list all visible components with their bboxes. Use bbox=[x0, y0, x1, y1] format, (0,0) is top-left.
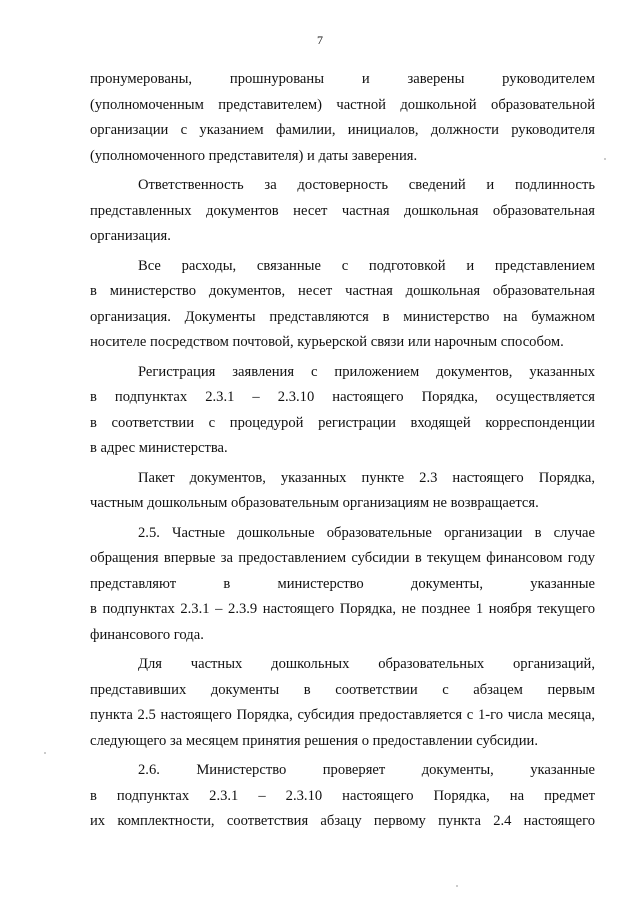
text-line: их комплектности, соответствия абзацу первому пункта 2.4 настоящего bbox=[90, 813, 595, 829]
text-line: финансового года. bbox=[90, 626, 204, 643]
text-line: Регистрация заявления с приложением документов, указанных bbox=[138, 363, 595, 380]
text-line: в адрес министерства. bbox=[90, 440, 228, 456]
text-line: Ответственность за достоверность сведений и подлинность bbox=[138, 177, 595, 193]
text-line: в подпунктах 2.3.1 – 2.3.10 настоящего Порядка, осуществляется bbox=[90, 389, 595, 405]
document-body bbox=[90, 67, 595, 835]
text-line: 2.6. Министерство проверяет документы, указанные bbox=[138, 762, 595, 778]
paragraph bbox=[90, 67, 595, 169]
paragraph bbox=[90, 173, 595, 250]
text-line: (уполномоченного представителя) и даты заверения. bbox=[90, 147, 418, 164]
text-line: в соответствии с процедурой регистрации входящей корреспонденции bbox=[90, 414, 595, 431]
text-line: 2.5. Частные дошкольные образовательные организации в случае bbox=[138, 524, 595, 541]
text-line: Пакет документов, указанных пункте 2.3 настоящего Порядка, bbox=[138, 469, 595, 486]
text-line: частным дошкольным образовательным организациям не возвращается. bbox=[90, 495, 539, 511]
scan-speck bbox=[44, 752, 46, 754]
page-number: 7 bbox=[317, 33, 323, 47]
text-line: организация. bbox=[90, 228, 171, 244]
text-line: обращения впервые за предоставлением субсидии в текущем финансовом году bbox=[90, 550, 595, 566]
text-line: следующего за месяцем принятия решения о предоставлении субсидии. bbox=[90, 732, 539, 749]
text-line: пронумерованы, прошнурованы и заверены руководителем bbox=[90, 71, 595, 87]
scan-speck bbox=[604, 158, 606, 160]
text-line: в подпунктах 2.3.1 – 2.3.9 настоящего Порядка, не позднее 1 ноября текущего bbox=[90, 601, 595, 617]
paragraph bbox=[90, 521, 595, 649]
paragraph bbox=[90, 466, 595, 517]
paragraph bbox=[90, 254, 595, 356]
text-line: в подпунктах 2.3.1 – 2.3.10 настоящего Порядка, на предмет bbox=[90, 787, 595, 804]
scan-speck bbox=[456, 885, 458, 887]
text-line: организации с указанием фамилии, инициалов, должности руководителя bbox=[90, 122, 595, 138]
paragraph bbox=[90, 652, 595, 754]
text-line: представленных документов несет частная дошкольная образовательная bbox=[90, 202, 595, 219]
text-line: Для частных дошкольных образовательных организаций, bbox=[138, 656, 595, 672]
paragraph bbox=[90, 758, 595, 835]
text-line: пункта 2.5 настоящего Порядка, субсидия предоставляется с 1-го числа месяца, bbox=[90, 707, 595, 723]
text-line: в министерство документов, несет частная дошкольная образовательная bbox=[90, 283, 595, 299]
text-line: организация. Документы представляются в министерство на бумажном bbox=[90, 308, 595, 325]
text-line: Все расходы, связанные с подготовкой и представлением bbox=[138, 257, 595, 274]
text-line: представляют в министерство документы, указанные bbox=[90, 575, 595, 592]
text-line: носителе посредством почтовой, курьерской связи или нарочным способом. bbox=[90, 334, 564, 350]
text-line: представивших документы в соответствии с абзацем первым bbox=[90, 681, 595, 698]
paragraph bbox=[90, 360, 595, 462]
text-line: (уполномоченным представителем) частной дошкольной образовательной bbox=[90, 96, 595, 113]
